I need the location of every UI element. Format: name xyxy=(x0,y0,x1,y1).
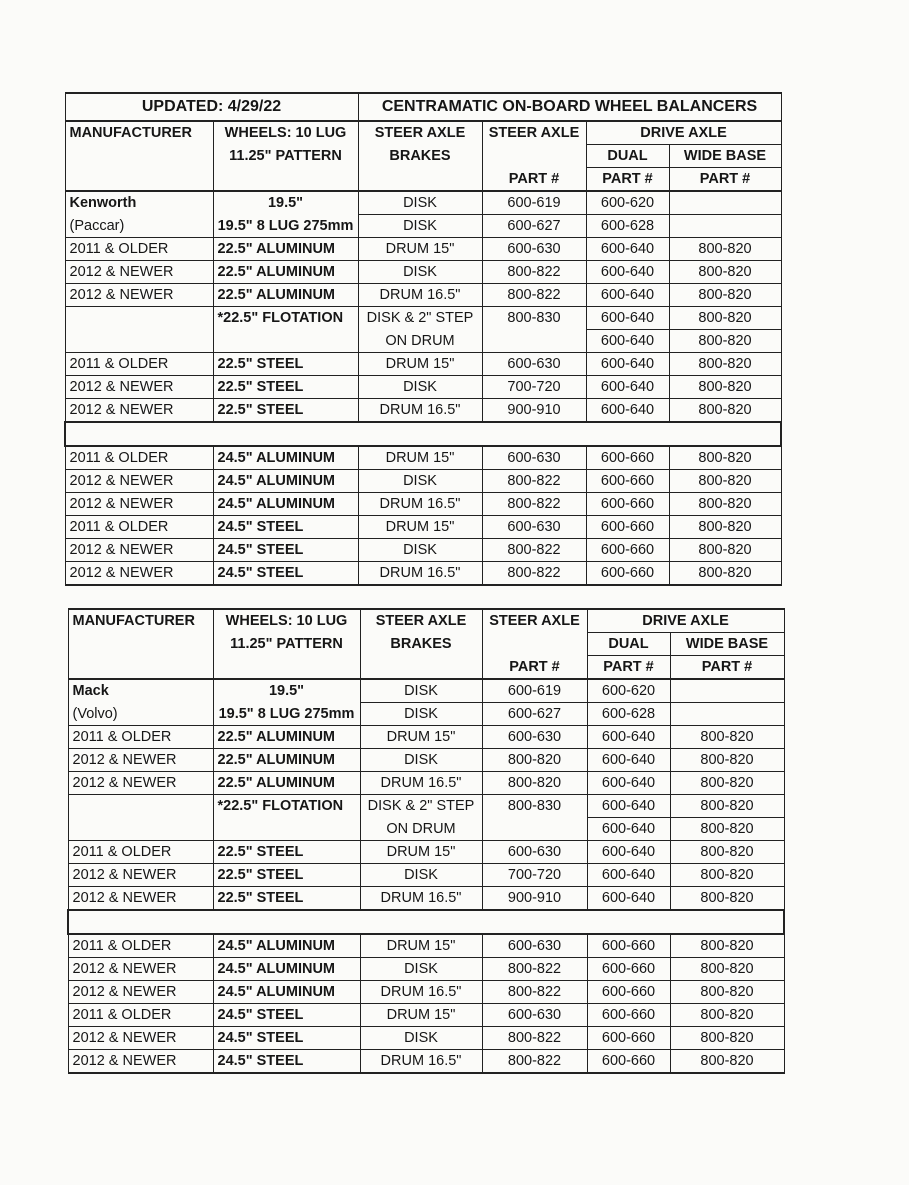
table-row xyxy=(65,539,781,562)
cell-brake: DISK xyxy=(360,749,482,772)
cell-wheel: 19.5" 8 LUG 275mm xyxy=(213,215,358,238)
cell-steer-part: 800-822 xyxy=(482,493,586,516)
table-row xyxy=(65,399,781,423)
cell-steer-part: 600-630 xyxy=(482,516,586,539)
table-row xyxy=(65,516,781,539)
cell-dual-part: 600-660 xyxy=(587,958,670,981)
table-row xyxy=(65,470,781,493)
cell-dual-part: 600-640 xyxy=(587,749,670,772)
cell-wide-part xyxy=(670,679,784,703)
cell-wheel: 22.5" STEEL xyxy=(213,841,360,864)
cell-wheel: 24.5" STEEL xyxy=(213,1050,360,1074)
cell-brake: DRUM 15" xyxy=(358,446,482,470)
cell-year: 2011 & OLDER xyxy=(65,238,213,261)
header-steer-brakes: STEER AXLE xyxy=(358,121,482,145)
cell-wide-part: 800-820 xyxy=(670,726,784,749)
cell-steer-part: 800-822 xyxy=(482,562,586,586)
cell-wide-part: 800-820 xyxy=(670,1027,784,1050)
balancer-table-paccar xyxy=(64,92,782,586)
cell-wheel: 22.5" ALUMINUM xyxy=(213,284,358,307)
cell-steer-part: 600-627 xyxy=(482,703,587,726)
cell-year: 2012 & NEWER xyxy=(65,399,213,423)
cell-dual-part: 600-660 xyxy=(587,1050,670,1074)
cell-brake: DRUM 16.5" xyxy=(358,493,482,516)
cell-dual-part: 600-640 xyxy=(587,864,670,887)
table-row xyxy=(68,887,784,911)
cell-wheel: 22.5" ALUMINUM xyxy=(213,726,360,749)
cell-dual-part: 600-660 xyxy=(587,934,670,958)
header-wheels: WHEELS: 10 LUG xyxy=(213,609,360,633)
cell-dual-part: 600-660 xyxy=(586,493,669,516)
cell-dual-part: 600-640 xyxy=(586,330,669,353)
table-row xyxy=(65,307,781,330)
cell-year xyxy=(68,795,213,818)
cell-wheel: 24.5" STEEL xyxy=(213,539,358,562)
header-wide-part: PART # xyxy=(669,168,781,192)
cell-dual-part: 600-640 xyxy=(587,726,670,749)
cell-brake: DRUM 15" xyxy=(360,841,482,864)
cell-year: 2012 & NEWER xyxy=(68,749,213,772)
cell-steer-part: 800-822 xyxy=(482,539,586,562)
cell-steer-part: 700-720 xyxy=(482,864,587,887)
table-row xyxy=(68,772,784,795)
cell-brake: DISK xyxy=(360,703,482,726)
cell-wide-part: 800-820 xyxy=(669,446,781,470)
cell-steer-part: 800-820 xyxy=(482,772,587,795)
cell-wheel: 24.5" ALUMINUM xyxy=(213,470,358,493)
header-wheels: WHEELS: 10 LUG xyxy=(213,121,358,145)
cell-wheel: 24.5" STEEL xyxy=(213,516,358,539)
cell-year: 2012 & NEWER xyxy=(65,562,213,586)
header-manufacturer: MANUFACTURER xyxy=(68,609,213,633)
cell-wide-part: 800-820 xyxy=(670,958,784,981)
header-steer-brakes: STEER AXLE xyxy=(360,609,482,633)
header-wide-base: WIDE BASE xyxy=(669,145,781,168)
cell-year: 2011 & OLDER xyxy=(68,1004,213,1027)
cell-wheel: 22.5" STEEL xyxy=(213,864,360,887)
cell-steer-part: 600-630 xyxy=(482,446,586,470)
cell-dual-part: 600-640 xyxy=(586,399,669,423)
cell-wheel: 22.5" STEEL xyxy=(213,399,358,423)
cell-brake: DISK xyxy=(358,376,482,399)
cell-year: 2012 & NEWER xyxy=(68,1050,213,1074)
cell-wide-part: 800-820 xyxy=(669,353,781,376)
table-row xyxy=(68,679,784,703)
cell-brake: ON DRUM xyxy=(360,818,482,841)
header-brakes: BRAKES xyxy=(360,633,482,656)
cell-wheel: 22.5" ALUMINUM xyxy=(213,238,358,261)
cell-steer-part: 900-910 xyxy=(482,887,587,911)
cell-wide-part: 800-820 xyxy=(670,1050,784,1074)
cell-year: 2011 & OLDER xyxy=(68,934,213,958)
cell-steer-part: 800-822 xyxy=(482,470,586,493)
cell-wide-part: 800-820 xyxy=(670,795,784,818)
cell-year: 2011 & OLDER xyxy=(65,353,213,376)
sheet-title: CENTRAMATIC ON-BOARD WHEEL BALANCERS xyxy=(358,93,781,121)
cell-brake: DRUM 16.5" xyxy=(358,399,482,423)
balancer-table-volvo xyxy=(67,608,785,1074)
table-row xyxy=(65,446,781,470)
table-row xyxy=(65,376,781,399)
cell-brake: DISK xyxy=(358,261,482,284)
cell-year: 2012 & NEWER xyxy=(68,1027,213,1050)
cell-dual-part: 600-640 xyxy=(587,772,670,795)
cell-year: 2012 & NEWER xyxy=(68,864,213,887)
header-dual-part: PART # xyxy=(587,656,670,680)
cell-wheel: *22.5" FLOTATION xyxy=(213,795,360,818)
cell-wheel: 24.5" STEEL xyxy=(213,562,358,586)
cell-brake: DRUM 16.5" xyxy=(358,562,482,586)
cell-steer-part: 800-822 xyxy=(482,284,586,307)
table-row xyxy=(68,726,784,749)
cell-wheel: 19.5" 8 LUG 275mm xyxy=(213,703,360,726)
cell-brake: DISK xyxy=(358,215,482,238)
table-row xyxy=(68,958,784,981)
header-manufacturer: MANUFACTURER xyxy=(65,121,213,145)
cell-brake: ON DRUM xyxy=(358,330,482,353)
cell-wide-part xyxy=(670,703,784,726)
cell-steer-part: 600-630 xyxy=(482,934,587,958)
cell-wide-part: 800-820 xyxy=(670,772,784,795)
cell-dual-part: 600-640 xyxy=(586,284,669,307)
cell-steer-part: 800-822 xyxy=(482,958,587,981)
cell-brake: DRUM 15" xyxy=(358,516,482,539)
cell-wide-part: 800-820 xyxy=(669,493,781,516)
cell-wide-part: 800-820 xyxy=(670,864,784,887)
cell-steer-part xyxy=(482,818,587,841)
cell-brake: DRUM 16.5" xyxy=(360,1050,482,1074)
cell-brake: DRUM 16.5" xyxy=(360,981,482,1004)
cell-steer-part xyxy=(482,330,586,353)
cell-wheel: *22.5" FLOTATION xyxy=(213,307,358,330)
cell-steer-part: 700-720 xyxy=(482,376,586,399)
cell-year: 2012 & NEWER xyxy=(68,772,213,795)
cell-dual-part: 600-660 xyxy=(586,446,669,470)
cell-dual-part: 600-640 xyxy=(586,376,669,399)
table-row xyxy=(68,934,784,958)
cell-wide-part xyxy=(669,191,781,215)
cell-brake: DRUM 15" xyxy=(358,238,482,261)
table-row xyxy=(68,1050,784,1074)
cell-steer-part: 800-820 xyxy=(482,749,587,772)
cell-brake: DRUM 16.5" xyxy=(360,772,482,795)
cell-year: 2012 & NEWER xyxy=(65,470,213,493)
header-steer-part: PART # xyxy=(482,656,587,680)
cell-dual-part: 600-660 xyxy=(587,1027,670,1050)
cell-wheel: 24.5" STEEL xyxy=(213,1027,360,1050)
cell-dual-part: 600-640 xyxy=(586,238,669,261)
cell-wheel: 24.5" ALUMINUM xyxy=(213,981,360,1004)
cell-wheel: 24.5" ALUMINUM xyxy=(213,958,360,981)
cell-wide-part: 800-820 xyxy=(669,399,781,423)
header-dual: DUAL xyxy=(587,633,670,656)
cell-wide-part: 800-820 xyxy=(669,307,781,330)
table-row xyxy=(68,981,784,1004)
cell-wheel xyxy=(213,818,360,841)
cell-wide-part: 800-820 xyxy=(670,887,784,911)
cell-wheel: 19.5" xyxy=(213,679,360,703)
cell-wide-part: 800-820 xyxy=(669,562,781,586)
cell-wide-part: 800-820 xyxy=(670,981,784,1004)
cell-brake: DRUM 15" xyxy=(360,934,482,958)
cell-wheel: 22.5" ALUMINUM xyxy=(213,749,360,772)
cell-wheel: 22.5" STEEL xyxy=(213,887,360,911)
cell-wide-part: 800-820 xyxy=(669,238,781,261)
table-row xyxy=(65,261,781,284)
header-wide-part: PART # xyxy=(670,656,784,680)
table-row xyxy=(65,284,781,307)
cell-dual-part: 600-620 xyxy=(587,679,670,703)
cell-wide-part: 800-820 xyxy=(670,1004,784,1027)
header-wide-base: WIDE BASE xyxy=(670,633,784,656)
cell-year: 2011 & OLDER xyxy=(68,726,213,749)
cell-year: 2011 & OLDER xyxy=(68,841,213,864)
cell-wide-part: 800-820 xyxy=(669,284,781,307)
cell-dual-part: 600-640 xyxy=(587,795,670,818)
updated-label: UPDATED: 4/29/22 xyxy=(65,93,358,121)
cell-wheel: 22.5" STEEL xyxy=(213,376,358,399)
cell-wide-part: 800-820 xyxy=(669,261,781,284)
cell-brake: DRUM 15" xyxy=(360,726,482,749)
cell-year: 2012 & NEWER xyxy=(65,376,213,399)
cell-brake: DISK & 2" STEP xyxy=(358,307,482,330)
cell-dual-part: 600-620 xyxy=(586,191,669,215)
table-row xyxy=(65,238,781,261)
cell-dual-part: 600-660 xyxy=(587,981,670,1004)
cell-year: 2011 & OLDER xyxy=(65,516,213,539)
cell-steer-part: 800-822 xyxy=(482,981,587,1004)
cell-wheel: 24.5" ALUMINUM xyxy=(213,493,358,516)
cell-dual-part: 600-640 xyxy=(586,307,669,330)
table-row xyxy=(68,1004,784,1027)
cell-steer-part: 800-822 xyxy=(482,1027,587,1050)
cell-brake: DISK xyxy=(360,1027,482,1050)
cell-steer-part: 600-630 xyxy=(482,726,587,749)
cell-year: 2012 & NEWER xyxy=(65,284,213,307)
cell-wide-part: 800-820 xyxy=(669,516,781,539)
cell-year: (Paccar) xyxy=(65,215,213,238)
cell-dual-part: 600-660 xyxy=(586,539,669,562)
cell-wide-part: 800-820 xyxy=(669,376,781,399)
cell-steer-part: 900-910 xyxy=(482,399,586,423)
cell-dual-part: 600-640 xyxy=(587,887,670,911)
table-row xyxy=(68,795,784,818)
cell-steer-part: 600-619 xyxy=(482,679,587,703)
cell-steer-part: 600-630 xyxy=(482,1004,587,1027)
cell-brake: DISK xyxy=(360,864,482,887)
cell-year: 2012 & NEWER xyxy=(68,981,213,1004)
header-wheels-pattern: 11.25" PATTERN xyxy=(213,145,358,168)
cell-year: 2012 & NEWER xyxy=(65,493,213,516)
cell-wheel: 22.5" ALUMINUM xyxy=(213,261,358,284)
cell-dual-part: 600-628 xyxy=(587,703,670,726)
header-dual-part: PART # xyxy=(586,168,669,192)
cell-wide-part xyxy=(669,215,781,238)
table-row xyxy=(65,562,781,586)
cell-brake: DRUM 15" xyxy=(360,1004,482,1027)
cell-steer-part: 600-630 xyxy=(482,238,586,261)
table-row xyxy=(68,749,784,772)
table-row xyxy=(68,703,784,726)
cell-year: 2012 & NEWER xyxy=(68,887,213,911)
cell-steer-part: 800-822 xyxy=(482,261,586,284)
cell-year xyxy=(68,818,213,841)
cell-wide-part: 800-820 xyxy=(669,539,781,562)
cell-dual-part: 600-640 xyxy=(587,841,670,864)
cell-wide-part: 800-820 xyxy=(669,330,781,353)
table-row xyxy=(65,191,781,215)
cell-dual-part: 600-660 xyxy=(586,516,669,539)
cell-dual-part: 600-640 xyxy=(586,353,669,376)
header-drive-axle: DRIVE AXLE xyxy=(586,121,781,145)
cell-year: 2012 & NEWER xyxy=(65,539,213,562)
cell-year: 2011 & OLDER xyxy=(65,446,213,470)
cell-wide-part: 800-820 xyxy=(670,818,784,841)
cell-wheel: 22.5" ALUMINUM xyxy=(213,772,360,795)
header-steer-axle: STEER AXLE xyxy=(482,609,587,633)
cell-dual-part: 600-660 xyxy=(587,1004,670,1027)
header-wheels-pattern: 11.25" PATTERN xyxy=(213,633,360,656)
cell-wheel xyxy=(213,330,358,353)
cell-year: (Volvo) xyxy=(68,703,213,726)
cell-dual-part: 600-640 xyxy=(586,261,669,284)
table-row xyxy=(68,864,784,887)
cell-brake: DISK xyxy=(360,958,482,981)
cell-brake: DISK xyxy=(358,470,482,493)
cell-steer-part: 800-822 xyxy=(482,1050,587,1074)
cell-steer-part: 800-830 xyxy=(482,795,587,818)
cell-steer-part: 600-630 xyxy=(482,353,586,376)
header-drive-axle: DRIVE AXLE xyxy=(587,609,784,633)
cell-brake: DRUM 15" xyxy=(358,353,482,376)
table-row xyxy=(68,1027,784,1050)
cell-brake: DISK xyxy=(358,191,482,215)
cell-brake: DRUM 16.5" xyxy=(360,887,482,911)
cell-brake: DISK xyxy=(358,539,482,562)
cell-wheel: 22.5" STEEL xyxy=(213,353,358,376)
cell-wide-part: 800-820 xyxy=(670,841,784,864)
table-row xyxy=(65,493,781,516)
table-row xyxy=(65,215,781,238)
cell-brake: DISK & 2" STEP xyxy=(360,795,482,818)
cell-year xyxy=(65,330,213,353)
cell-steer-part: 600-627 xyxy=(482,215,586,238)
cell-brake: DRUM 16.5" xyxy=(358,284,482,307)
table-row xyxy=(68,841,784,864)
cell-steer-part: 600-630 xyxy=(482,841,587,864)
table-row xyxy=(65,353,781,376)
cell-wide-part: 800-820 xyxy=(670,749,784,772)
header-steer-part: PART # xyxy=(482,168,586,192)
cell-brake: DISK xyxy=(360,679,482,703)
cell-dual-part: 600-660 xyxy=(586,470,669,493)
cell-year xyxy=(65,307,213,330)
cell-dual-part: 600-628 xyxy=(586,215,669,238)
cell-dual-part: 600-660 xyxy=(586,562,669,586)
cell-steer-part: 600-619 xyxy=(482,191,586,215)
table-row xyxy=(68,818,784,841)
cell-steer-part: 800-830 xyxy=(482,307,586,330)
cell-wide-part: 800-820 xyxy=(670,934,784,958)
cell-wheel: 19.5" xyxy=(213,191,358,215)
cell-wheel: 24.5" ALUMINUM xyxy=(213,446,358,470)
header-dual: DUAL xyxy=(586,145,669,168)
cell-year: 2012 & NEWER xyxy=(68,958,213,981)
cell-year: Mack xyxy=(68,679,213,703)
header-steer-axle: STEER AXLE xyxy=(482,121,586,145)
cell-year: Kenworth xyxy=(65,191,213,215)
header-brakes: BRAKES xyxy=(358,145,482,168)
table-row xyxy=(65,330,781,353)
cell-wheel: 24.5" STEEL xyxy=(213,1004,360,1027)
cell-dual-part: 600-640 xyxy=(587,818,670,841)
cell-wide-part: 800-820 xyxy=(669,470,781,493)
cell-year: 2012 & NEWER xyxy=(65,261,213,284)
cell-wheel: 24.5" ALUMINUM xyxy=(213,934,360,958)
